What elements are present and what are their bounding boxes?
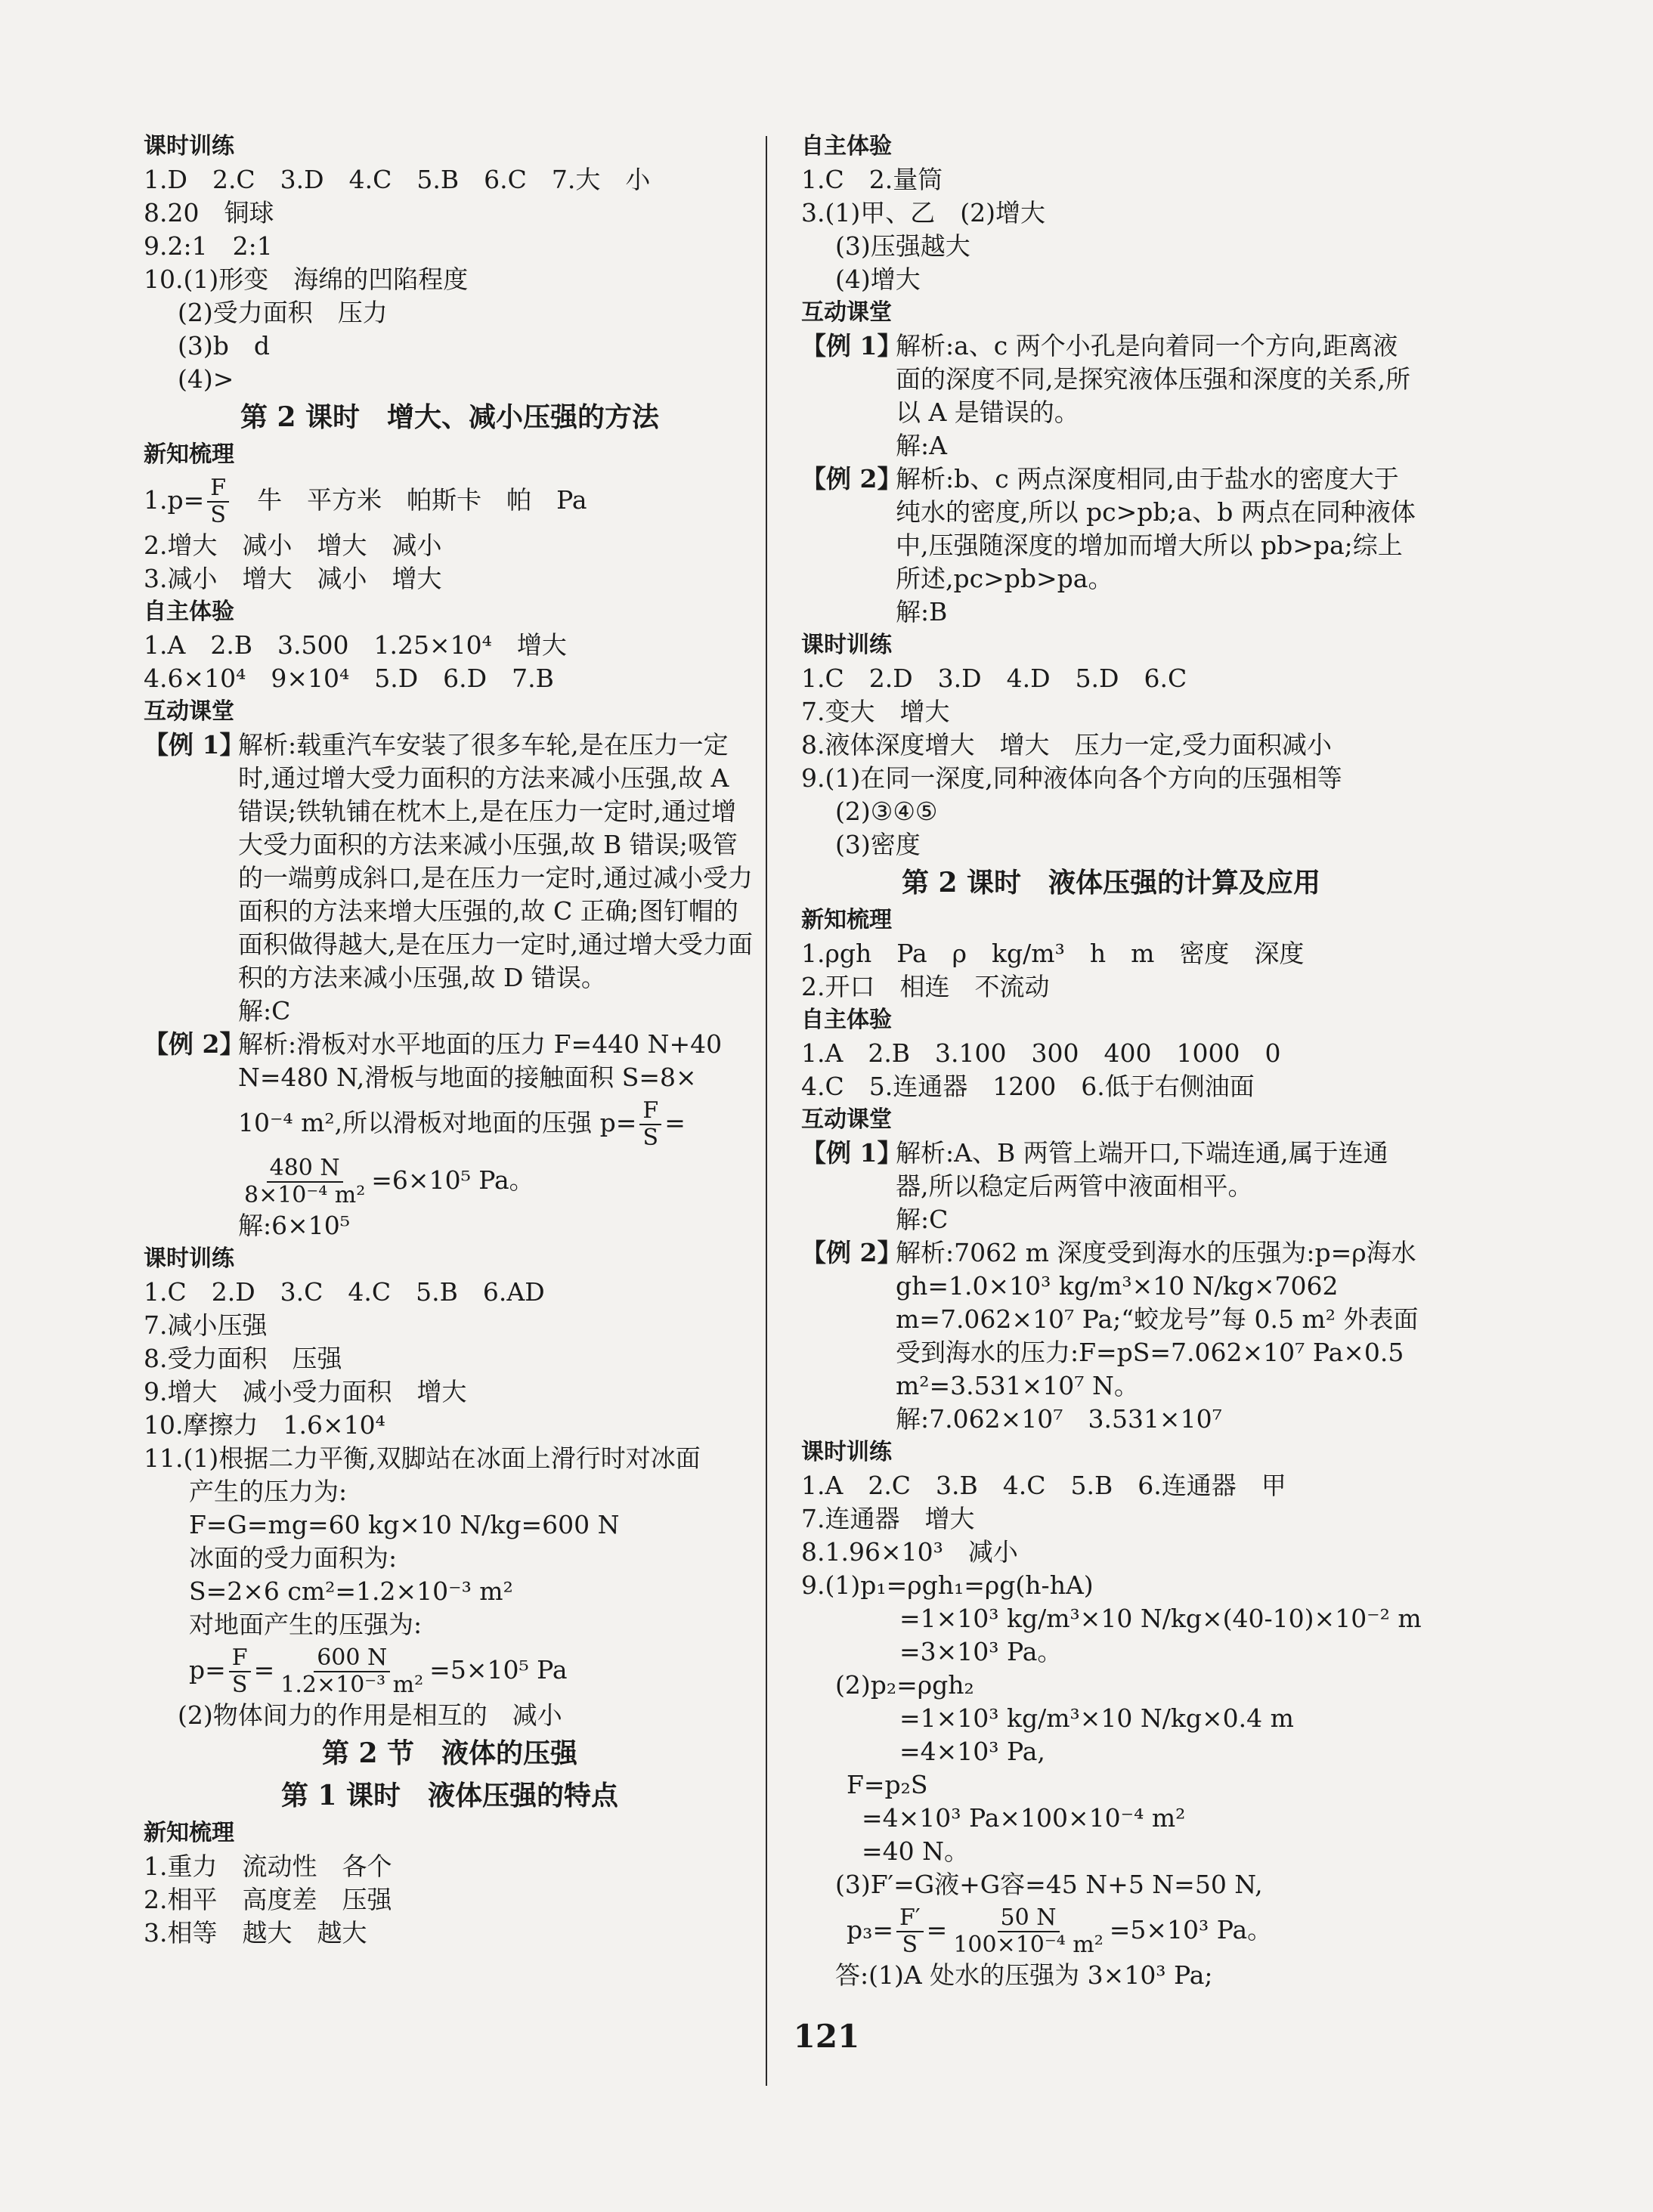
fraction <box>229 1645 251 1698</box>
example-tag: 【例 1】 <box>144 730 245 760</box>
example-block <box>144 729 756 1028</box>
answer-line: (3)密度 <box>835 830 921 859</box>
fraction-denominator: S <box>210 502 226 528</box>
answer-line: 1.A 2.B 3.100 300 400 1000 0 <box>801 1038 1281 1068</box>
answer-line: 7.减小压强 <box>144 1310 268 1340</box>
calc-line: =1×10³ kg/m³×10 N/kg×0.4 m <box>899 1703 1294 1733</box>
answer-line: 2.相平 高度差 压强 <box>144 1885 392 1914</box>
answer-line: 对地面产生的压强为: <box>189 1610 423 1639</box>
fraction-denominator: S <box>642 1125 659 1151</box>
answer-line: (2)物体间力的作用是相互的 减小 <box>178 1700 562 1730</box>
fraction-numerator: F <box>639 1098 661 1125</box>
column-divider <box>766 136 767 2086</box>
fraction <box>207 475 229 528</box>
answer-line: 8.20 铜球 <box>144 198 274 227</box>
section-heading: 自主体验 <box>801 1007 892 1033</box>
example-answer: 解:C <box>896 1205 949 1234</box>
answer-line: 9.(1)在同一深度,同种液体向各个方向的压强相等 <box>801 763 1342 793</box>
fraction-denominator: 8×10⁻⁴ m² <box>244 1182 366 1208</box>
lesson-title: 第 1 课时 液体压强的特点 <box>280 1780 619 1811</box>
section-heading: 课时训练 <box>144 133 234 159</box>
answer-line: 1.D 2.C 3.D 4.C 5.B 6.C 7.大 小 <box>144 165 651 194</box>
answer-line: 4.6×10⁴ 9×10⁴ 5.D 6.D 7.B <box>144 664 554 693</box>
right-column <box>801 130 1421 1992</box>
fraction <box>896 1905 924 1958</box>
example-text: 解析:载重汽车安装了很多车轮,是在压力一定时,通过增大受力面积的方法来减小压强,故 A 错误;铁轨铺在枕木上,是在压力一定时,通过增大受力面积的方法来减小压强,故 B 错误;吸管的一端剪成斜口,是在压力一定时,通过减小受力面积的方法来增大压强的,故 C 正确;图钉帽的面积做得越大,是在压力一定时,通过增大受力面积的方法来减小压强,故 D 错误。 <box>238 730 753 992</box>
answer-line: (2)受力面积 压力 <box>178 298 388 327</box>
answer-line: 10.摩擦力 1.6×10⁴ <box>144 1410 385 1440</box>
answer-line: 1.ρgh Pa ρ kg/m³ h m 密度 深度 <box>801 939 1305 968</box>
example-answer: 解:A <box>896 431 947 460</box>
answer-line: (2)③④⑤ <box>835 797 938 826</box>
answer-line: 9.(1)p₁=ρgh₁=ρg(h-hA) <box>801 1570 1094 1600</box>
answer-line: 3.(1)甲、乙 (2)增大 <box>801 198 1045 227</box>
answer-line: 7.连通器 增大 <box>801 1504 975 1533</box>
answer-line: 8.1.96×10³ 减小 <box>801 1537 1018 1567</box>
answer-line: 1.C 2.D 3.D 4.D 5.D 6.C <box>801 664 1187 693</box>
fraction-numerator: 600 N <box>314 1645 390 1672</box>
example-block <box>801 1137 1421 1236</box>
answer-line: 1.C 2.量筒 <box>801 165 943 194</box>
example-text: 解析:b、c 两点深度相同,由于盐水的密度大于纯水的密度,所以 pc>pb;a、b 两点在同种液体中,压强随深度的增加而增大所以 pb>pa;综上所述,pc>pb>pa。 <box>896 464 1416 593</box>
section-heading: 互动课堂 <box>144 698 234 725</box>
answer-line: S=2×6 cm²=1.2×10⁻³ m² <box>189 1576 513 1606</box>
lesson-title: 第 2 课时 液体压强的计算及应用 <box>901 867 1321 899</box>
formula-line <box>144 472 756 529</box>
example-text: 解析:7062 m 深度受到海水的压强为:p=ρ海水gh=1.0×10³ kg/m³×10 N/kg×7062 m=7.062×10⁷ Pa;“蛟龙号”每 0.5 m² 外表面受到海水的压力:F=pS=7.062×10⁷ Pa×0.5 m²=3.531×10⁷ N。 <box>896 1238 1419 1400</box>
fraction-numerator: F′ <box>896 1905 924 1932</box>
formula-text: p₃= <box>847 1915 894 1944</box>
example-tag: 【例 2】 <box>801 464 902 493</box>
calc-line: =4×10³ Pa×100×10⁻⁴ m² <box>862 1803 1186 1833</box>
example-tag: 【例 2】 <box>144 1029 245 1059</box>
answer-line: 答:(1)A 处水的压强为 3×10³ Pa; <box>835 1960 1213 1990</box>
section-heading: 自主体验 <box>144 599 234 625</box>
fraction <box>639 1098 661 1151</box>
answer-line: 1.重力 流动性 各个 <box>144 1852 392 1881</box>
example-tag: 【例 2】 <box>801 1238 902 1267</box>
section-heading: 互动课堂 <box>801 1106 892 1133</box>
fraction-numerator: F <box>229 1645 251 1672</box>
answer-line: 8.受力面积 压强 <box>144 1344 342 1373</box>
calc-line: =3×10³ Pa。 <box>899 1637 1063 1666</box>
answer-line: F=G=mg=60 kg×10 N/kg=600 N <box>189 1510 620 1539</box>
answer-line: 9.增大 减小受力面积 增大 <box>144 1377 467 1406</box>
lesson-title: 第 2 课时 增大、减小压强的方法 <box>240 401 660 433</box>
formula-text: =5×10³ Pa。 <box>1109 1915 1273 1944</box>
formula-text: = <box>664 1108 686 1137</box>
fraction-denominator: 1.2×10⁻³ m² <box>280 1672 424 1698</box>
example-text: 解析:A、B 两管上端开口,下端连通,属于连通器,所以稳定后两管中液面相平。 <box>896 1138 1388 1201</box>
section-title: 第 2 节 液体的压强 <box>321 1737 578 1769</box>
answer-line: 3.相等 越大 越大 <box>144 1918 367 1947</box>
calc-line: (3)F′=G液+G容=45 N+5 N=50 N, <box>835 1870 1263 1899</box>
formula-text: =6×10⁵ Pa。 <box>371 1165 534 1195</box>
formula-text: 牛 平方米 帕斯卡 帕 Pa <box>232 485 587 515</box>
answer-line: 2.增大 减小 增大 减小 <box>144 531 442 560</box>
formula-text: p= <box>189 1655 226 1685</box>
example-block <box>801 463 1421 629</box>
answer-line: 1.C 2.D 3.C 4.C 5.B 6.AD <box>144 1277 545 1307</box>
fraction-numerator: F <box>207 475 229 503</box>
answer-line: (3)压强越大 <box>835 231 970 261</box>
answer-line: 11.(1)根据二力平衡,双脚站在冰面上滑行时对冰面 <box>144 1443 701 1473</box>
answer-line: (4)> <box>178 364 234 394</box>
formula-line: p= $\frac{F}{S}$ = $\frac{600 N}{\text{1.2×10⁻³ m²}}$ =5×10⁵ Pa <box>189 1644 568 1698</box>
example-tag: 【例 1】 <box>801 331 902 360</box>
example-answer: 解:C <box>238 996 291 1026</box>
calc-line: =1×10³ kg/m³×10 N/kg×(40-10)×10⁻² m <box>899 1604 1422 1633</box>
formula-line <box>238 1094 756 1152</box>
answer-line: 1.A 2.C 3.B 4.C 5.B 6.连通器 甲 <box>801 1471 1286 1500</box>
section-heading: 自主体验 <box>801 133 892 159</box>
example-answer: 解:7.062×10⁷ 3.531×10⁷ <box>896 1404 1222 1434</box>
section-heading: 新知梳理 <box>144 441 234 468</box>
answer-line: 8.液体深度增大 增大 压力一定,受力面积减小 <box>801 730 1332 760</box>
formula-line <box>238 1152 756 1209</box>
example-tag: 【例 1】 <box>801 1138 902 1168</box>
formula-text: 1.p= <box>144 485 205 515</box>
answer-line: 4.C 5.连通器 1200 6.低于右侧油面 <box>801 1072 1255 1101</box>
answer-line: (3)b d <box>178 331 270 360</box>
fraction-denominator: 100×10⁻⁴ m² <box>953 1932 1104 1958</box>
answer-line: 冰面的受力面积为: <box>189 1543 398 1573</box>
answer-line: 9.2:1 2:1 <box>144 231 273 261</box>
calc-line: =40 N。 <box>862 1836 970 1866</box>
section-heading: 课时训练 <box>801 1439 892 1465</box>
formula-text: =5×10⁵ Pa <box>429 1655 568 1685</box>
formula-text: 10⁻⁴ m²,所以滑板对地面的压强 p= <box>238 1108 637 1137</box>
section-heading: 互动课堂 <box>801 299 892 326</box>
answer-line: 10.(1)形变 海绵的凹陷程度 <box>144 265 469 294</box>
fraction-numerator: 480 N <box>267 1155 343 1183</box>
fraction-numerator: 50 N <box>998 1905 1060 1932</box>
calc-line: =4×10³ Pa, <box>899 1737 1045 1766</box>
left-column <box>144 130 756 1950</box>
example-block <box>801 1236 1421 1436</box>
answer-line: 1.A 2.B 3.500 1.25×10⁴ 增大 <box>144 630 567 660</box>
example-answer: 解:B <box>896 597 948 626</box>
fraction-denominator: S <box>902 1932 918 1958</box>
fraction <box>950 1905 1106 1958</box>
answer-line: 7.变大 增大 <box>801 697 950 726</box>
example-text: 解析:a、c 两个小孔是向着同一个方向,距离液面的深度不同,是探究液体压强和深度的关系,所以 A 是错误的。 <box>896 331 1410 427</box>
section-heading: 新知梳理 <box>801 907 892 933</box>
section-heading: 课时训练 <box>801 632 892 658</box>
example-text: 解析:滑板对水平地面的压力 F=440 N+40 N=480 N,滑板与地面的接触面积 S=8× <box>238 1029 723 1092</box>
calc-line: (2)p₂=ρgh₂ <box>835 1670 974 1700</box>
answer-line: 3.减小 增大 减小 增大 <box>144 564 442 593</box>
fraction <box>277 1645 426 1698</box>
example-block <box>801 329 1421 463</box>
calc-line: F=p₂S <box>847 1770 928 1799</box>
answer-line: (4)增大 <box>835 265 921 294</box>
section-heading: 课时训练 <box>144 1245 234 1272</box>
formula-line: p₃= $\frac{F'}{S}$ = $\frac{50 N}{\text{100×10⁻⁴ m²}}$ =5×10³ Pa。 <box>847 1904 1273 1958</box>
answer-line: 产生的压力为: <box>189 1477 348 1506</box>
fraction <box>241 1155 368 1208</box>
section-heading: 新知梳理 <box>144 1820 234 1846</box>
page-number: 121 <box>793 2018 860 2055</box>
example-block <box>144 1028 756 1242</box>
fraction-denominator: S <box>231 1672 248 1698</box>
example-answer: 解:6×10⁵ <box>238 1211 350 1240</box>
answer-line: 2.开口 相连 不流动 <box>801 972 1050 1001</box>
